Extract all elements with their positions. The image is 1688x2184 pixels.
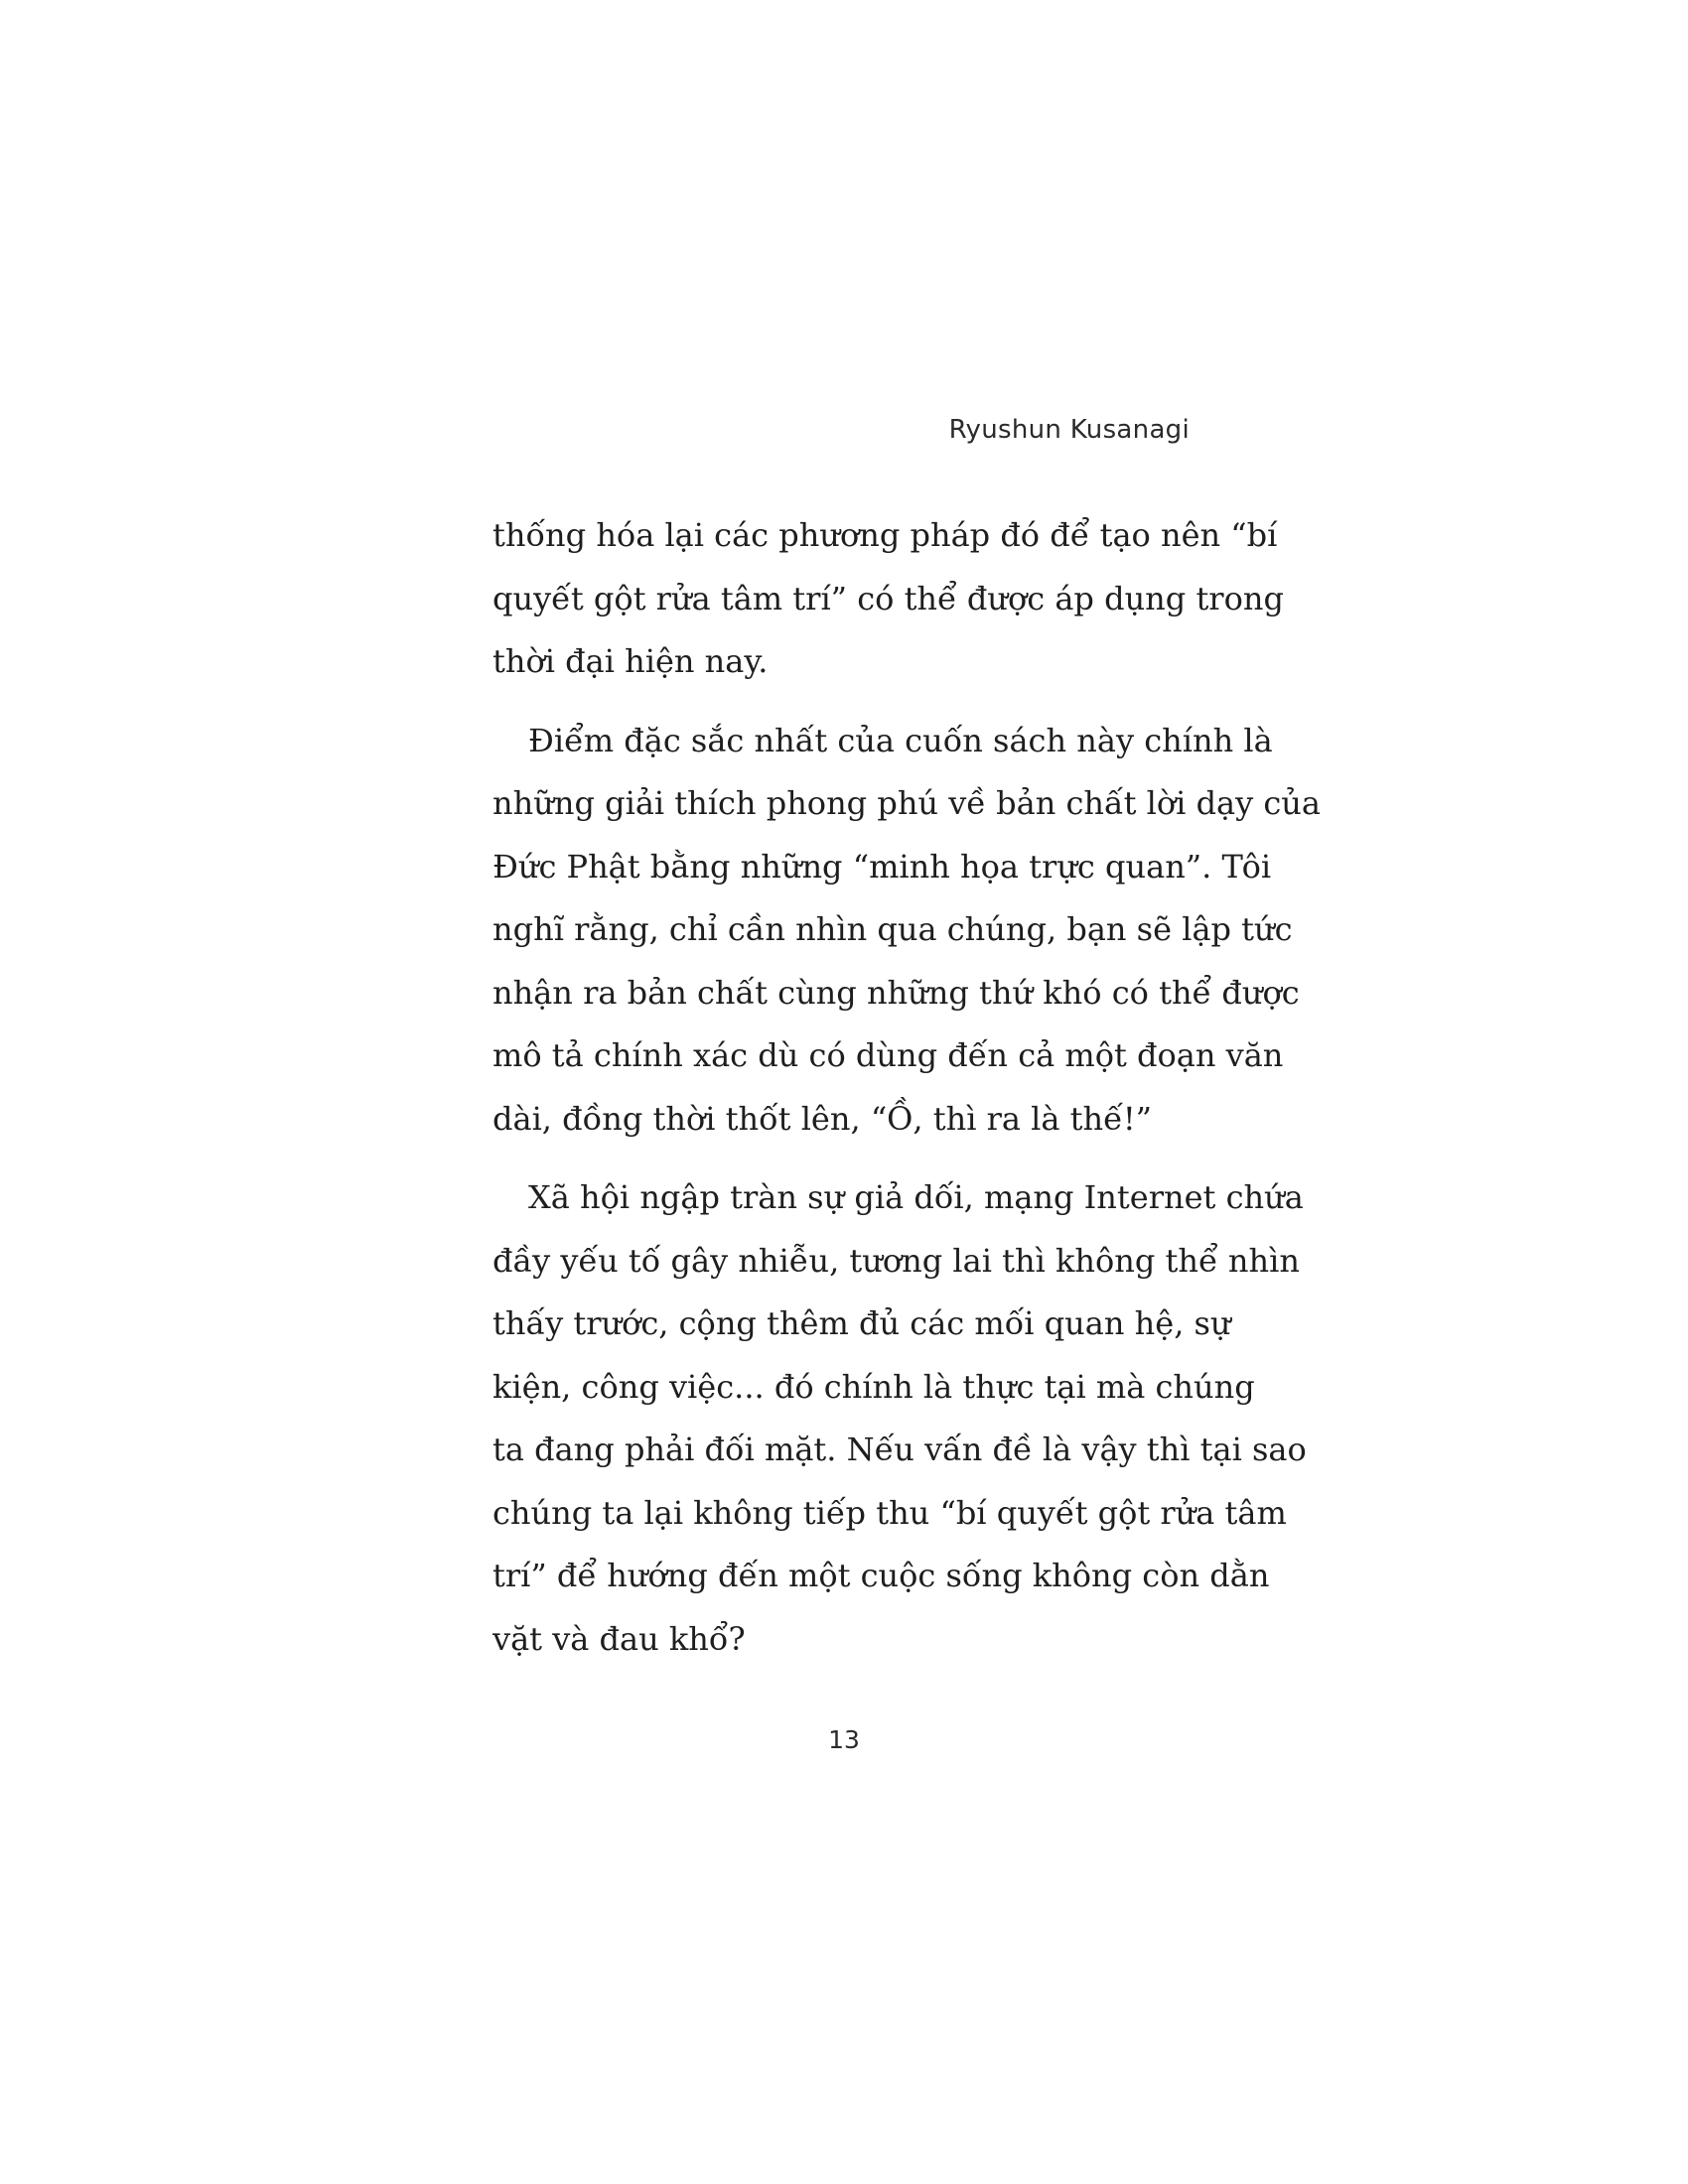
text-line: thấy trước, cộng thêm đủ các mối quan hệ, sự: [492, 1304, 1231, 1342]
page-number: 13: [828, 1725, 860, 1754]
text-line: vặt và đau khổ?: [492, 1619, 746, 1658]
body-text: [492, 504, 1321, 1687]
paragraph-1: [492, 504, 1284, 694]
text-line: thống hóa lại các phương pháp đó để tạo nên “bí: [492, 516, 1278, 554]
text-line: nghĩ rằng, chỉ cần nhìn qua chúng, bạn sẽ lập tức: [492, 910, 1293, 948]
text-line: đầy yếu tố gây nhiễu, tương lai thì không thể nhìn: [492, 1241, 1300, 1280]
text-line: dài, đồng thời thốt lên, “Ồ, thì ra là thế!”: [492, 1099, 1153, 1138]
text-line: nhận ra bản chất cùng những thứ khó có thể được: [492, 973, 1300, 1012]
text-line: những giải thích phong phú về bản chất lời dạy của: [492, 784, 1321, 822]
running-header-author: Ryushun Kusanagi: [948, 415, 1190, 445]
text-line: chúng ta lại không tiếp thu “bí quyết gột rửa tâm: [492, 1493, 1287, 1532]
text-line: mô tả chính xác dù có dùng đến cả một đoạn văn: [492, 1036, 1284, 1074]
paragraph-3: [492, 1166, 1307, 1671]
text-line: Xã hội ngập tràn sự giả dối, mạng Internet chứa: [528, 1178, 1304, 1216]
text-line: Điểm đặc sắc nhất của cuốn sách này chính là: [528, 721, 1273, 759]
text-line: ta đang phải đối mặt. Nếu vấn đề là vậy thì tại sao: [492, 1431, 1307, 1468]
paragraph-2: [492, 710, 1321, 1152]
text-line: quyết gột rửa tâm trí” có thể được áp dụng trong: [492, 579, 1284, 617]
text-line: trí” để hướng đến một cuộc sống không còn dằn: [492, 1557, 1270, 1594]
text-line: kiện, công việc... đó chính là thực tại mà chúng: [492, 1367, 1255, 1406]
text-line: Đức Phật bằng những “minh họa trực quan”. Tôi: [492, 847, 1272, 886]
text-line: thời đại hiện nay.: [492, 642, 769, 680]
